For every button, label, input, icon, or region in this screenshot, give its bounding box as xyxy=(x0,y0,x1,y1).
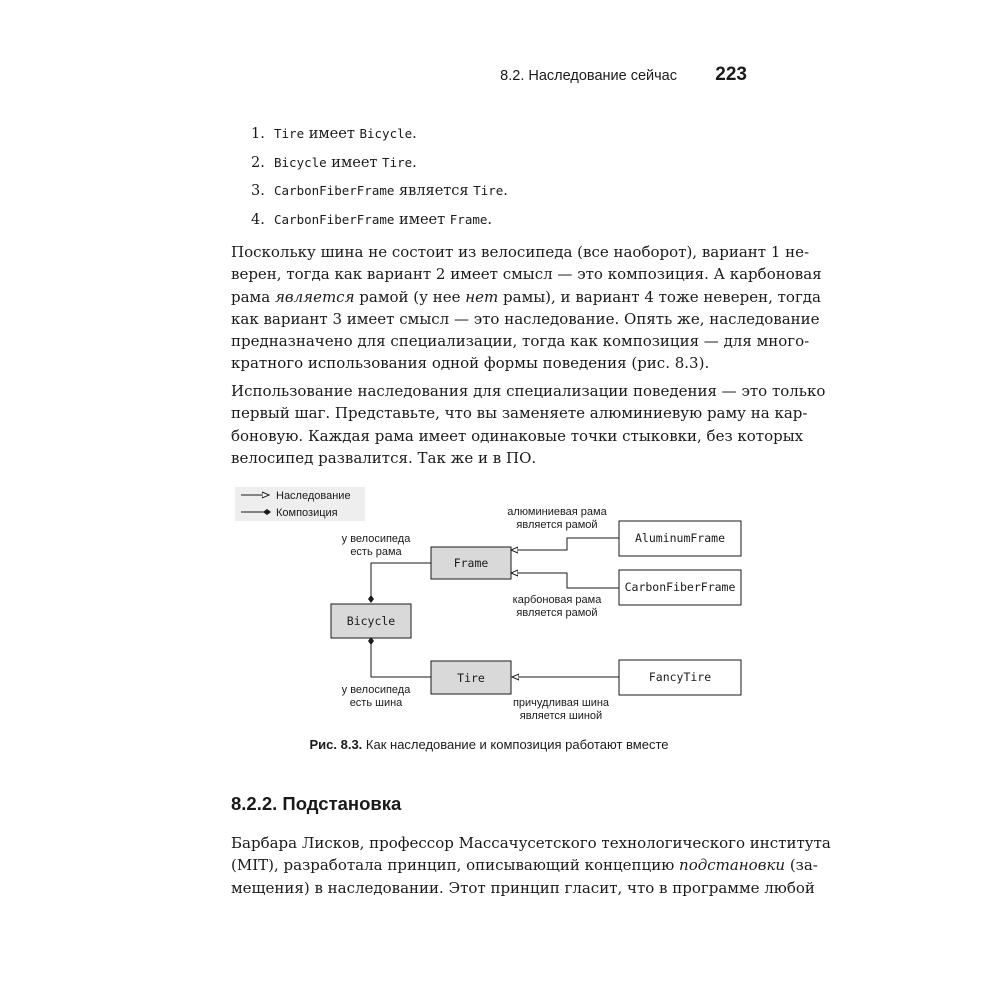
bicycle-has-tire-label-line2: есть шина xyxy=(349,697,403,709)
aluminum-frame-box xyxy=(619,521,741,556)
list-item xyxy=(251,212,508,241)
page-number: 223 xyxy=(715,64,747,85)
carbon-is-frame-label-line2: является рамой xyxy=(516,607,598,619)
text-run: рамы), и вариант 4 тоже неверен, тогда xyxy=(498,287,821,306)
list-item-text: . xyxy=(412,126,417,142)
text-line xyxy=(231,241,810,263)
paragraph-3 xyxy=(231,832,831,899)
inline-code: Tire xyxy=(382,154,413,170)
text-line xyxy=(231,854,818,876)
paragraph-2 xyxy=(231,380,826,469)
inline-code: CarbonFiberFrame xyxy=(274,211,395,227)
list-item-text: имеет xyxy=(394,211,450,228)
text-run: боновую. Каждая рама имеет одинаковые точки стыковки, без которых xyxy=(231,426,804,445)
figure-caption-text: Как наследование и композиция работают вместе xyxy=(362,737,669,752)
paragraph-1 xyxy=(231,241,822,375)
text-run: Использование наследования для специализации поведения — это только xyxy=(231,382,826,400)
list-item-text: имеет xyxy=(326,154,383,171)
text-line xyxy=(231,402,808,424)
text-run: рамой (у нее xyxy=(354,287,466,306)
list-item-number: 3. xyxy=(251,183,265,199)
aluminum-frame-box-label: AluminumFrame xyxy=(634,531,726,545)
inline-code: Tire xyxy=(274,126,305,141)
emphasis: подстановки xyxy=(679,856,786,875)
aluminum-frame-inheritance-line xyxy=(511,538,619,550)
text-run: (за- xyxy=(785,856,818,875)
inline-code: CarbonFiberFrame xyxy=(274,183,395,198)
fancy-is-tire-label-line2: является шиной xyxy=(519,710,603,722)
carbon-fiber-frame-box-label: CarbonFiberFrame xyxy=(624,580,736,594)
list-item-text: . xyxy=(487,211,493,228)
text-run: первый шаг. Представьте, что вы заменяете алюминиевую раму на кар- xyxy=(231,404,808,423)
fancy-is-tire-label-line1: причудливая шина xyxy=(512,697,610,709)
carbon-fiber-frame-box xyxy=(619,570,741,605)
legend-composition-label: Композиция xyxy=(276,507,338,519)
list-item-text: имеет xyxy=(304,126,360,142)
text-line xyxy=(231,877,815,899)
text-line xyxy=(231,447,747,469)
carbon-is-frame-label-line1: карбоновая рама xyxy=(512,594,602,606)
bicycle-box-label: Bicycle xyxy=(346,614,396,628)
inline-code: Bicycle xyxy=(274,154,327,170)
list-item-number: 4. xyxy=(251,211,265,228)
text-line xyxy=(231,286,821,308)
frame-box-label: Frame xyxy=(453,556,489,570)
text-line xyxy=(231,330,810,352)
section-heading: 8.2.2. Подстановка xyxy=(231,793,402,814)
inline-code: Bicycle xyxy=(359,126,413,141)
list-item-number: 2. xyxy=(251,154,265,171)
inline-code: Frame xyxy=(449,211,488,227)
emphasis: является xyxy=(274,287,355,306)
carbon-frame-inheritance-line xyxy=(511,573,619,588)
text-line xyxy=(231,380,826,402)
list-item-text: . xyxy=(503,183,508,199)
figure-8-3 xyxy=(231,484,751,724)
tire-box xyxy=(431,661,511,694)
list-item-text: . xyxy=(412,154,417,171)
list-item xyxy=(251,183,508,212)
text-run: (MIT), разработала принцип, описывающий концепцию xyxy=(231,856,680,875)
text-line xyxy=(231,832,831,854)
text-line xyxy=(231,425,804,447)
text-run: верен, тогда как вариант 2 имеет смысл — это композиция. А карбоновая xyxy=(231,265,822,284)
list-item xyxy=(251,155,508,184)
legend-inheritance-label: Наследование xyxy=(276,490,351,502)
frame-box xyxy=(431,547,511,579)
list-item xyxy=(251,126,508,155)
running-header xyxy=(231,64,747,88)
text-run: Барбара Лисков, профессор Массачусетского технологического института xyxy=(231,834,831,852)
inheritance-composition-diagram xyxy=(231,484,751,724)
frame-bicycle-composition-line xyxy=(371,563,431,599)
figure-caption xyxy=(231,737,747,752)
figure-caption-label: Рис. 8.3. xyxy=(309,737,363,752)
text-line xyxy=(231,308,820,330)
bicycle-has-tire-label-line1: у велосипеда xyxy=(341,684,411,696)
list-item-text: является xyxy=(394,183,474,199)
bicycle-has-frame-label-line1: у велосипеда xyxy=(341,533,411,545)
inline-code: Tire xyxy=(473,183,504,198)
running-title: 8.2. Наследование сейчас xyxy=(500,68,677,84)
text-run: предназначено для специализации, тогда как композиция — для много- xyxy=(231,332,810,351)
bicycle-has-frame-label-line2: есть рама xyxy=(350,546,402,558)
text-run: Поскольку шина не состоит из велосипеда (все наоборот), вариант 1 не- xyxy=(231,243,810,261)
bicycle-box xyxy=(331,604,411,638)
numbered-list xyxy=(251,126,508,240)
text-line xyxy=(231,263,822,285)
fancy-tire-box xyxy=(619,660,741,695)
text-run: кратного использования одной формы поведения (рис. 8.3). xyxy=(231,354,710,373)
fancy-tire-box-label: FancyTire xyxy=(648,670,712,684)
text-run: как вариант 3 имеет смысл — это наследование. Опять же, наследование xyxy=(231,309,820,328)
tire-box-label: Tire xyxy=(457,671,485,685)
legend xyxy=(235,487,365,521)
text-run: рама xyxy=(231,287,275,306)
aluminum-is-frame-label-line2: является рамой xyxy=(516,519,598,531)
text-run: мещения) в наследовании. Этот принцип гласит, что в программе любой xyxy=(231,878,815,897)
emphasis: нет xyxy=(465,287,499,306)
text-line xyxy=(231,352,747,374)
list-item-number: 1. xyxy=(251,126,265,142)
text-run: велосипед развалится. Так же и в ПО. xyxy=(231,448,537,467)
aluminum-is-frame-label-line1: алюминиевая рама xyxy=(507,506,607,518)
tire-bicycle-composition-line xyxy=(371,641,431,677)
